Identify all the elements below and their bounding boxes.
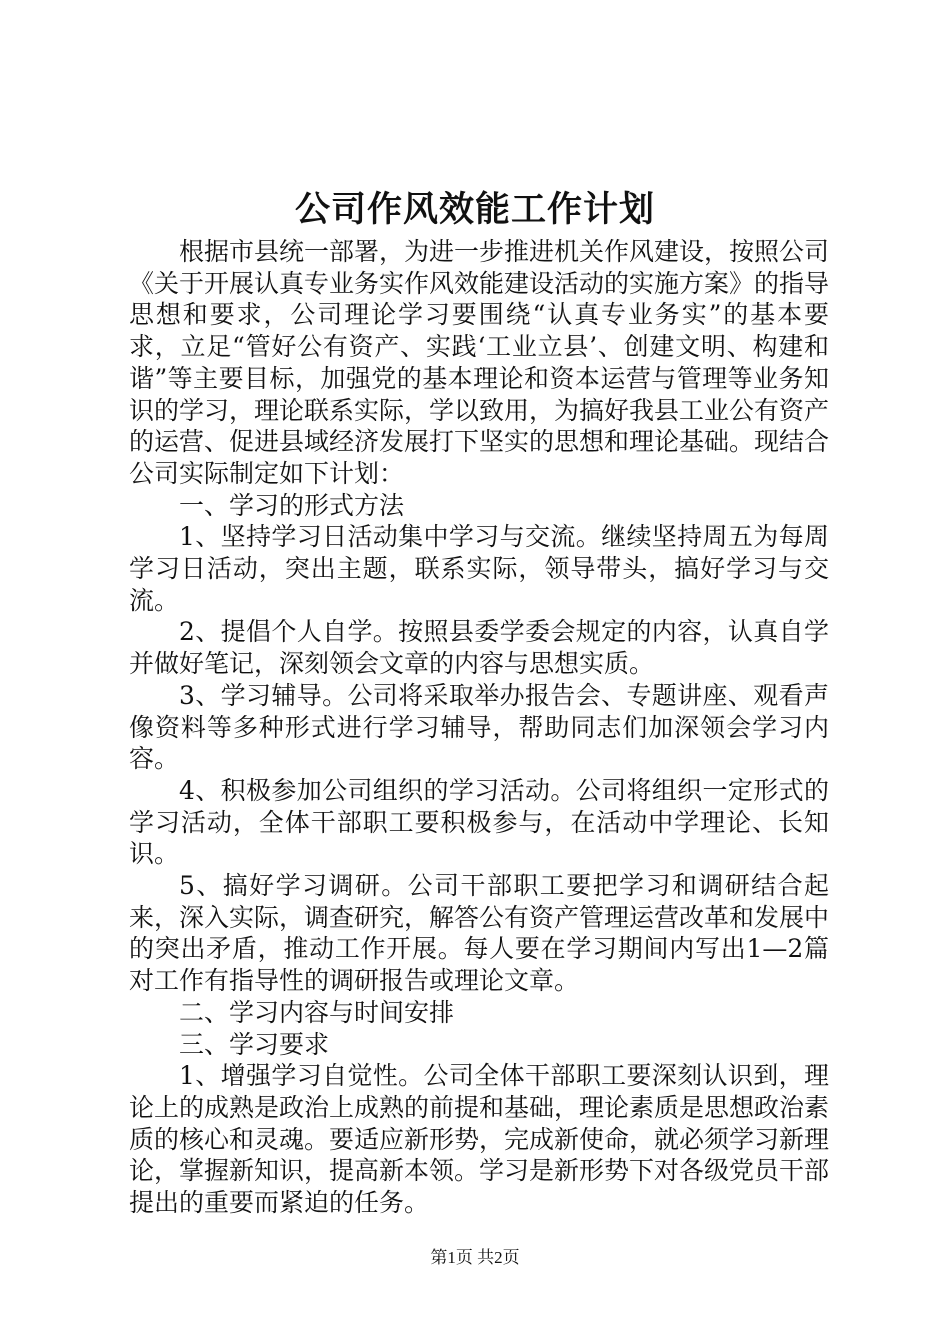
paragraph-item: 1、坚持学习日活动集中学习与交流。继续坚持周五为每周学习日活动，突出主题，联系实际，领导带头，搞好学习与交流。 xyxy=(129,522,829,615)
document-title: 公司作风效能工作计划 xyxy=(294,189,655,230)
section-heading-2: 二、学习内容与时间安排 xyxy=(179,997,455,1027)
section-heading-1: 一、学习的形式方法 xyxy=(179,490,405,520)
page-number: 第1页 共2页 xyxy=(430,1248,520,1267)
document-body xyxy=(129,236,829,1219)
paragraph-item: 2、提倡个人自学。按照县委学委会规定的内容，认真自学并做好笔记，深刻领会文章的内容与思想实质。 xyxy=(129,617,829,679)
paragraph-item: 1、增强学习自觉性。公司全体干部职工要深刻认识到，理论上的成熟是政治上成熟的前提和基础，理论素质是思想政治素质的核心和灵魂。要适应新形势，完成新使命，就必须学习新理论，掌握新知识，提高新本领。学习是新形势下对各级党员干部提出的重要而紧迫的任务。 xyxy=(129,1061,830,1218)
paragraph-item: 3、学习辅导。公司将采取举办报告会、专题讲座、观看声像资料等多种形式进行学习辅导，帮助同志们加深领会学习内容。 xyxy=(129,680,829,774)
section-heading-3: 三、学习要求 xyxy=(179,1029,330,1059)
paragraph-intro: 根据市县统一部署，为进一步推进机关作风建设，按照公司《关于开展认真专业务实作风效能建设活动的实施方案》的指导思想和要求，公司理论学习要围绕“认真专业务实”的基本要求，立足“管好公有资产、实践‘工业立县’、创建文明、构建和谐”等主要目标，加强党的基本理论和资本运营与管理等业务知识的学习，理论联系实际，学以致用，为搞好我县工业公有资产的运营、促进县域经济发展打下坚实的思想和理论基础。现结合公司实际制定如下计划： xyxy=(129,237,830,488)
paragraph-item: 4、积极参加公司组织的学习活动。公司将组织一定形式的学习活动，全体干部职工要积极参与，在活动中学理论、长知识。 xyxy=(129,775,829,869)
paragraph-item: 5、搞好学习调研。公司干部职工要把学习和调研结合起来，深入实际，调查研究，解答公有资产管理运营改革和发展中的突出矛盾，推动工作开展。每人要在学习期间内写出1—2篇对工作有指导性的调研报告或理论文章。 xyxy=(129,871,830,996)
